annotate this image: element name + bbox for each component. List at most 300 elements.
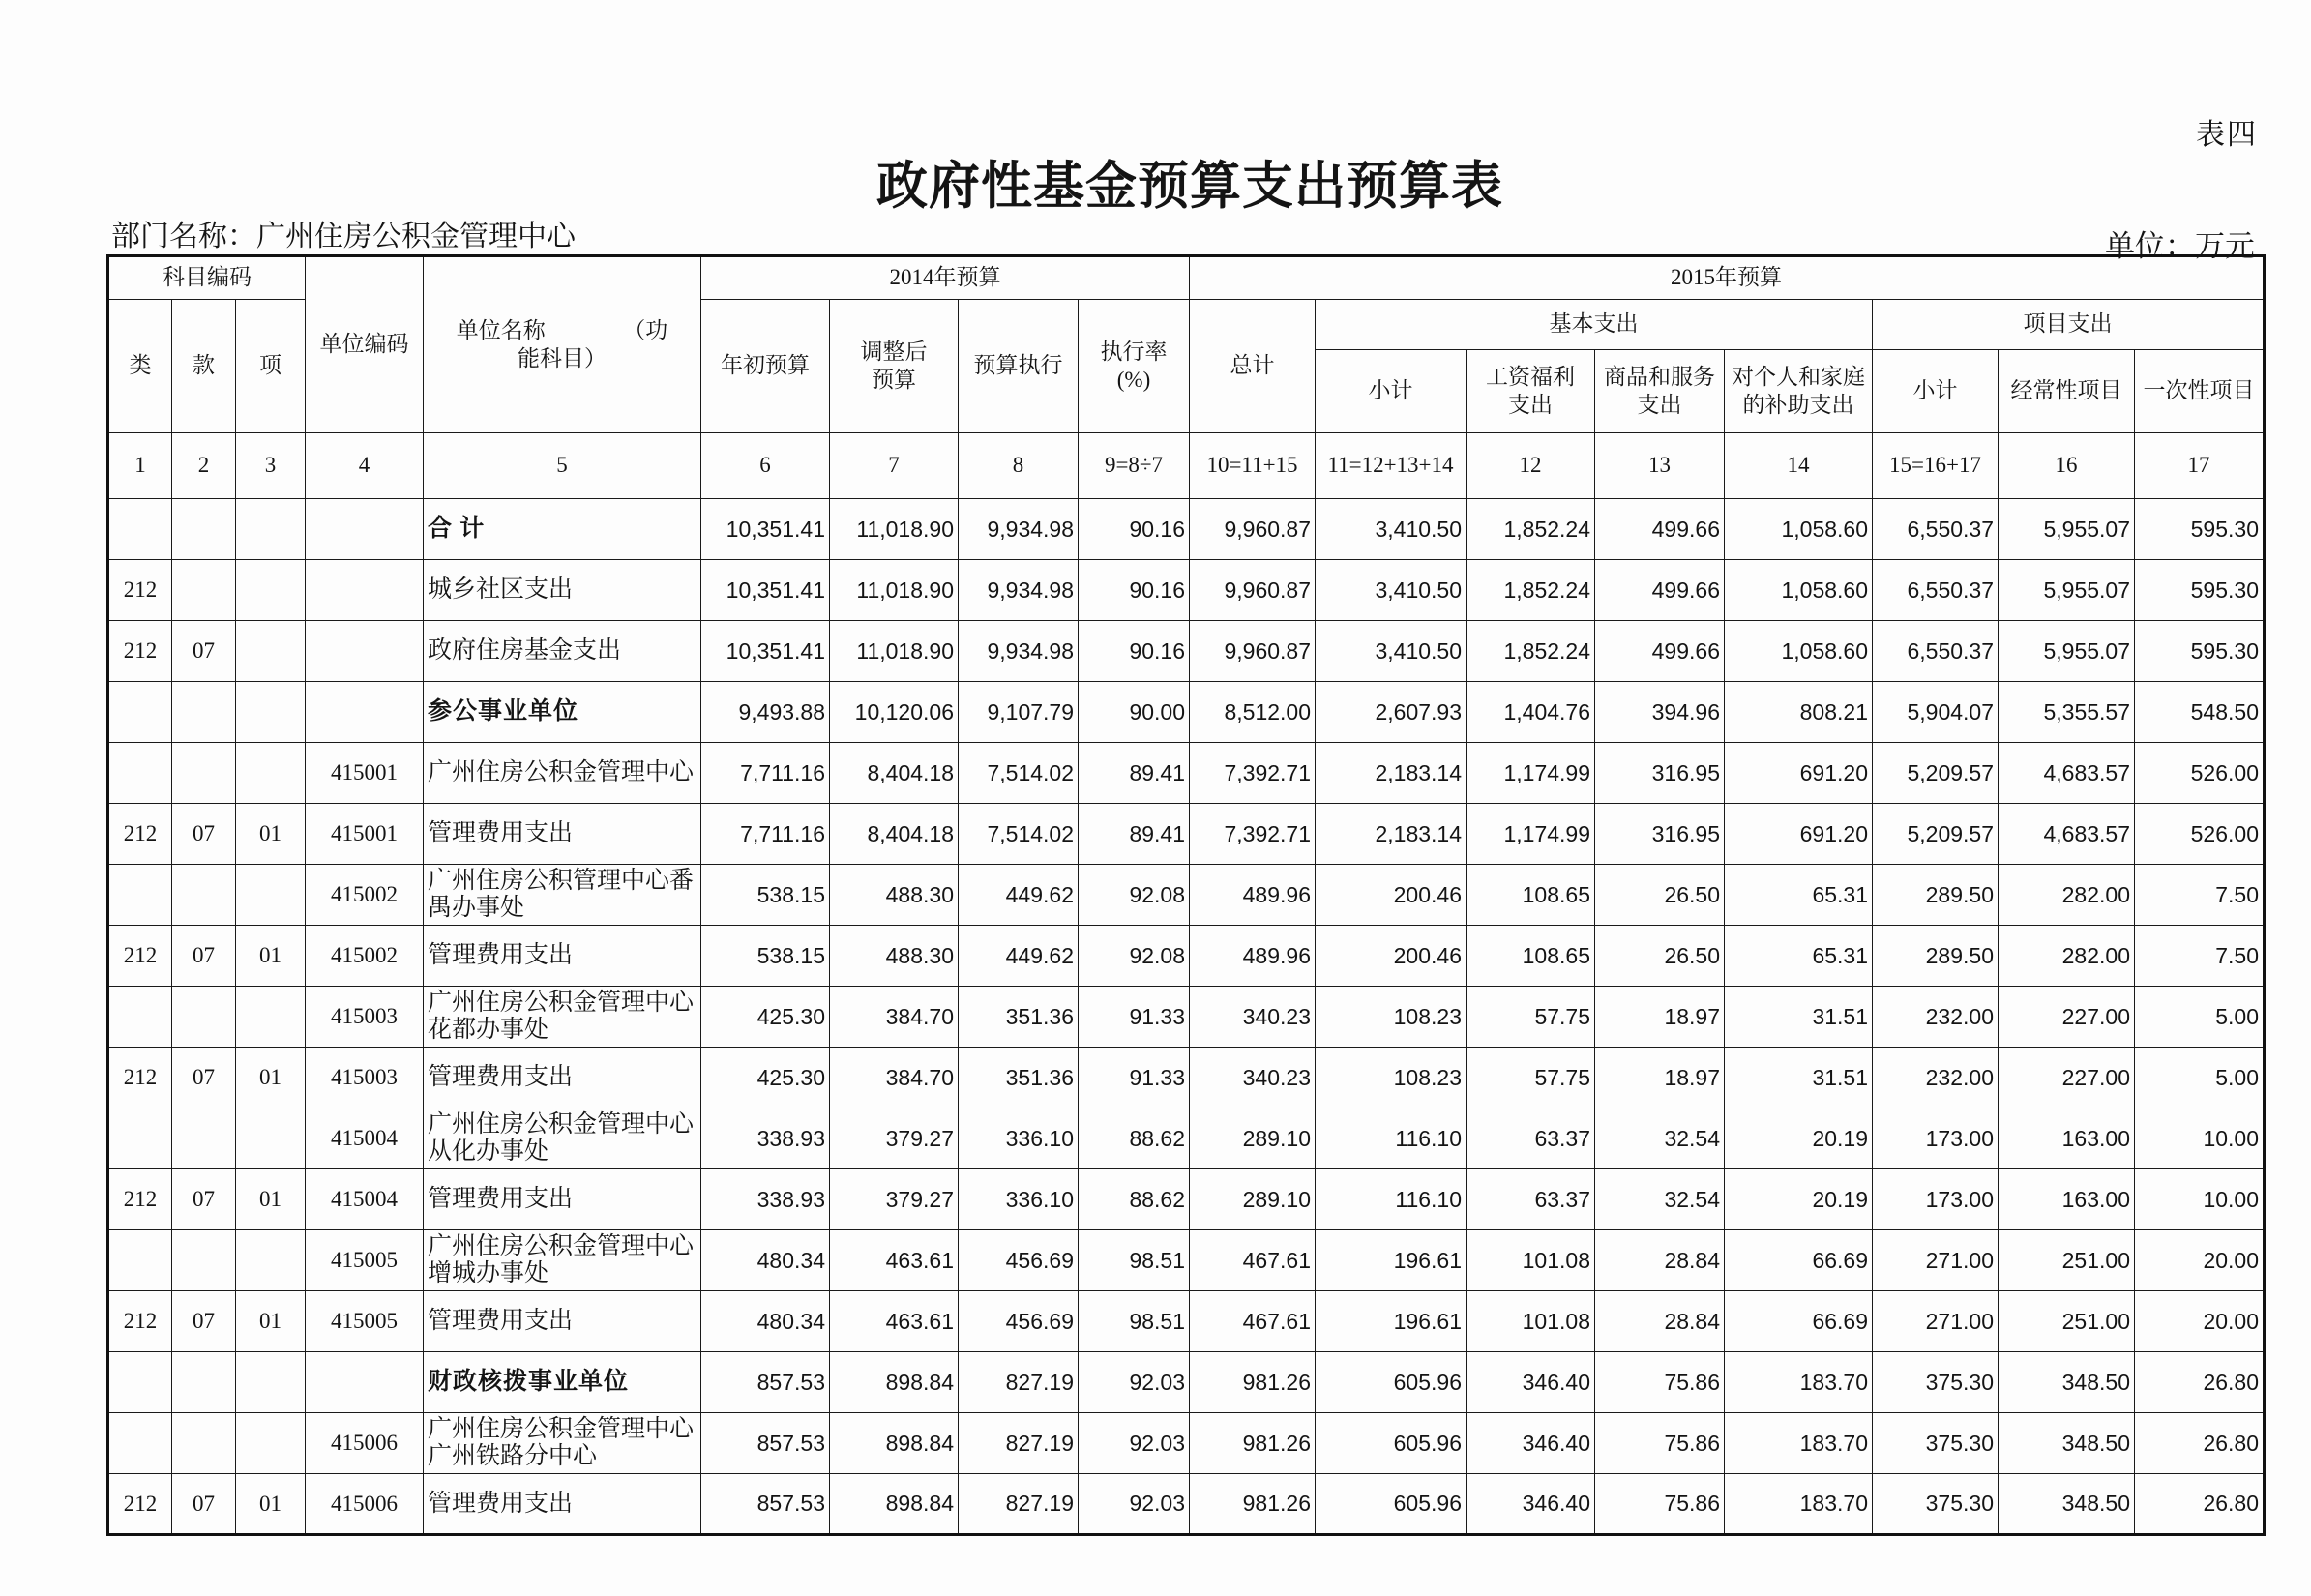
column-number-cell: 14	[1725, 433, 1873, 499]
project-subtotal-cell: 289.50	[1873, 926, 1999, 987]
executed-budget-cell: 9,934.98	[959, 560, 1079, 621]
project-subtotal-cell: 173.00	[1873, 1108, 1999, 1169]
project-subtotal-cell: 375.30	[1873, 1413, 1999, 1474]
goods-services-cell: 75.86	[1595, 1413, 1725, 1474]
subject-item-cell	[236, 1230, 306, 1291]
recurring-project-cell: 282.00	[1999, 926, 2135, 987]
subject-class-cell: 212	[108, 1474, 172, 1535]
adjusted-budget-cell: 463.61	[830, 1230, 959, 1291]
recurring-project-cell: 251.00	[1999, 1291, 2135, 1352]
subject-section-cell	[172, 865, 236, 926]
total-2015-cell: 489.96	[1190, 926, 1316, 987]
executed-budget-cell: 827.19	[959, 1413, 1079, 1474]
unit-name-cell: 广州住房公积金管理中心增城办事处	[424, 1230, 701, 1291]
onetime-project-cell: 26.80	[2135, 1474, 2265, 1535]
column-number-cell: 13	[1595, 433, 1725, 499]
unit-code-cell: 415005	[306, 1291, 424, 1352]
recurring-project-cell: 5,955.07	[1999, 499, 2135, 560]
project-subtotal-cell: 5,904.07	[1873, 682, 1999, 743]
initial-budget-cell: 480.34	[701, 1230, 830, 1291]
initial-budget-cell: 857.53	[701, 1474, 830, 1535]
goods-services-cell: 32.54	[1595, 1108, 1725, 1169]
recurring-project-cell: 227.00	[1999, 987, 2135, 1048]
adjusted-budget-cell: 463.61	[830, 1291, 959, 1352]
unit-name-cell: 合 计	[424, 499, 701, 560]
unit-name-cell: 广州住房公积金管理中心从化办事处	[424, 1108, 701, 1169]
initial-budget-cell: 338.93	[701, 1108, 830, 1169]
initial-budget-cell: 538.15	[701, 926, 830, 987]
unit-code-cell	[306, 621, 424, 682]
execution-rate-cell: 98.51	[1079, 1291, 1190, 1352]
table-row	[108, 1108, 2265, 1169]
onetime-project-cell: 548.50	[2135, 682, 2265, 743]
table-body	[108, 499, 2265, 1535]
adjusted-budget-cell: 384.70	[830, 1048, 959, 1108]
column-number-cell: 8	[959, 433, 1079, 499]
wages-welfare-cell: 346.40	[1467, 1352, 1595, 1413]
table-row	[108, 1169, 2265, 1230]
adjusted-budget-header: 调整后 预算	[830, 300, 959, 433]
total-2015-cell: 9,960.87	[1190, 499, 1316, 560]
column-number-cell: 1	[108, 433, 172, 499]
household-subsidy-cell: 691.20	[1725, 804, 1873, 865]
recurring-project-cell: 5,955.07	[1999, 560, 2135, 621]
total-2015-cell: 981.26	[1190, 1474, 1316, 1535]
executed-budget-cell: 351.36	[959, 1048, 1079, 1108]
basic-subtotal-cell: 108.23	[1316, 1048, 1467, 1108]
initial-budget-cell: 338.93	[701, 1169, 830, 1230]
column-number-cell: 16	[1999, 433, 2135, 499]
onetime-project-cell: 7.50	[2135, 926, 2265, 987]
adjusted-budget-cell: 11,018.90	[830, 560, 959, 621]
subject-class-cell	[108, 987, 172, 1048]
household-subsidy-cell: 20.19	[1725, 1108, 1873, 1169]
subject-class-cell	[108, 1108, 172, 1169]
table-row	[108, 560, 2265, 621]
basic-subtotal-cell: 200.46	[1316, 926, 1467, 987]
subject-class-cell	[108, 1352, 172, 1413]
adjusted-budget-cell: 488.30	[830, 926, 959, 987]
recurring-project-cell: 348.50	[1999, 1352, 2135, 1413]
unit-name-cell: 财政核拨事业单位	[424, 1352, 701, 1413]
unit-code-cell	[306, 499, 424, 560]
project-subtotal-cell: 375.30	[1873, 1474, 1999, 1535]
adjusted-budget-cell: 11,018.90	[830, 499, 959, 560]
subject-class-cell: 212	[108, 926, 172, 987]
execution-rate-cell: 98.51	[1079, 1230, 1190, 1291]
subject-item-cell	[236, 743, 306, 804]
project-subtotal-cell: 232.00	[1873, 987, 1999, 1048]
recurring-project-cell: 163.00	[1999, 1169, 2135, 1230]
project-subtotal-cell: 271.00	[1873, 1291, 1999, 1352]
page-title: 政府性基金预算支出预算表	[876, 159, 1503, 215]
subject-item-cell	[236, 682, 306, 743]
onetime-project-cell: 20.00	[2135, 1230, 2265, 1291]
executed-budget-cell: 9,107.79	[959, 682, 1079, 743]
basic-subtotal-cell: 605.96	[1316, 1474, 1467, 1535]
wages-welfare-cell: 108.65	[1467, 926, 1595, 987]
execution-rate-cell: 92.08	[1079, 926, 1190, 987]
unit-code-cell	[306, 560, 424, 621]
wages-welfare-cell: 57.75	[1467, 987, 1595, 1048]
subject-item-cell	[236, 621, 306, 682]
subject-section-cell	[172, 743, 236, 804]
column-number-cell: 7	[830, 433, 959, 499]
wages-welfare-cell: 1,174.99	[1467, 743, 1595, 804]
project-subtotal-cell: 375.30	[1873, 1352, 1999, 1413]
column-number-cell: 9=8÷7	[1079, 433, 1190, 499]
subject-section-cell	[172, 560, 236, 621]
project-subtotal-header: 小计	[1873, 350, 1999, 433]
subject-item-cell	[236, 987, 306, 1048]
recurring-project-cell: 348.50	[1999, 1474, 2135, 1535]
column-number-cell: 12	[1467, 433, 1595, 499]
wages-welfare-cell: 346.40	[1467, 1413, 1595, 1474]
currency-unit-label: 单位：万元	[2105, 229, 2255, 263]
recurring-project-cell: 348.50	[1999, 1413, 2135, 1474]
goods-services-cell: 316.95	[1595, 743, 1725, 804]
initial-budget-header: 年初预算	[701, 300, 830, 433]
total-2015-cell: 7,392.71	[1190, 743, 1316, 804]
subject-class-cell: 212	[108, 804, 172, 865]
recurring-project-cell: 5,955.07	[1999, 621, 2135, 682]
section-header: 款	[172, 300, 236, 433]
unit-code-cell: 415003	[306, 1048, 424, 1108]
basic-subtotal-cell: 116.10	[1316, 1169, 1467, 1230]
table-row	[108, 926, 2265, 987]
executed-budget-cell: 351.36	[959, 987, 1079, 1048]
department-name: 部门名称：广州住房公积金管理中心	[111, 221, 576, 252]
adjusted-budget-cell: 898.84	[830, 1474, 959, 1535]
wages-welfare-cell: 1,852.24	[1467, 560, 1595, 621]
subject-item-cell	[236, 1352, 306, 1413]
subject-class-cell: 212	[108, 1048, 172, 1108]
unit-code-cell: 415006	[306, 1474, 424, 1535]
total-2015-cell: 981.26	[1190, 1413, 1316, 1474]
execution-rate-cell: 92.03	[1079, 1474, 1190, 1535]
wages-welfare-cell: 101.08	[1467, 1291, 1595, 1352]
unit-code-cell: 415002	[306, 926, 424, 987]
initial-budget-cell: 538.15	[701, 865, 830, 926]
column-number-cell: 5	[424, 433, 701, 499]
unit-code-cell: 415005	[306, 1230, 424, 1291]
unit-name-cell: 管理费用支出	[424, 1474, 701, 1535]
basic-subtotal-cell: 196.61	[1316, 1291, 1467, 1352]
onetime-project-cell: 20.00	[2135, 1291, 2265, 1352]
execution-rate-cell: 91.33	[1079, 987, 1190, 1048]
adjusted-budget-cell: 379.27	[830, 1169, 959, 1230]
subject-item-cell: 01	[236, 804, 306, 865]
table-row	[108, 1291, 2265, 1352]
basic-subtotal-cell: 3,410.50	[1316, 499, 1467, 560]
household-subsidy-cell: 31.51	[1725, 1048, 1873, 1108]
recurring-project-cell: 5,355.57	[1999, 682, 2135, 743]
executed-budget-cell: 336.10	[959, 1169, 1079, 1230]
executed-budget-cell: 456.69	[959, 1291, 1079, 1352]
onetime-project-cell: 526.00	[2135, 804, 2265, 865]
budget-table	[106, 254, 2266, 1536]
executed-budget-cell: 7,514.02	[959, 743, 1079, 804]
basic-subtotal-cell: 2,607.93	[1316, 682, 1467, 743]
executed-budget-cell: 449.62	[959, 865, 1079, 926]
unit-name-cell: 广州住房公积金管理中心	[424, 743, 701, 804]
total-2015-cell: 7,392.71	[1190, 804, 1316, 865]
adjusted-budget-cell: 8,404.18	[830, 743, 959, 804]
basic-subtotal-cell: 605.96	[1316, 1413, 1467, 1474]
table-row	[108, 499, 2265, 560]
subject-section-cell: 07	[172, 1169, 236, 1230]
total-2015-cell: 467.61	[1190, 1291, 1316, 1352]
basic-subtotal-cell: 3,410.50	[1316, 621, 1467, 682]
recurring-project-header: 经常性项目	[1999, 350, 2135, 433]
wages-welfare-cell: 101.08	[1467, 1230, 1595, 1291]
goods-services-header: 商品和服务 支出	[1595, 350, 1725, 433]
execution-rate-cell: 90.16	[1079, 499, 1190, 560]
subject-class-cell	[108, 1230, 172, 1291]
wages-welfare-cell: 57.75	[1467, 1048, 1595, 1108]
goods-services-cell: 26.50	[1595, 865, 1725, 926]
onetime-project-cell: 595.30	[2135, 560, 2265, 621]
total-2015-cell: 340.23	[1190, 987, 1316, 1048]
unit-code-cell: 415003	[306, 987, 424, 1048]
subject-section-cell: 07	[172, 804, 236, 865]
subject-item-cell: 01	[236, 1291, 306, 1352]
household-subsidy-cell: 65.31	[1725, 926, 1873, 987]
goods-services-cell: 32.54	[1595, 1169, 1725, 1230]
unit-name-cell: 管理费用支出	[424, 804, 701, 865]
subject-item-cell	[236, 865, 306, 926]
household-subsidy-cell: 66.69	[1725, 1230, 1873, 1291]
subject-item-cell: 01	[236, 1474, 306, 1535]
adjusted-budget-cell: 898.84	[830, 1352, 959, 1413]
subject-section-cell	[172, 1352, 236, 1413]
basic-subtotal-cell: 605.96	[1316, 1352, 1467, 1413]
onetime-project-cell: 595.30	[2135, 499, 2265, 560]
table-row	[108, 1413, 2265, 1474]
household-subsidy-cell: 808.21	[1725, 682, 1873, 743]
executed-budget-header: 预算执行	[959, 300, 1079, 433]
subject-item-cell: 01	[236, 1048, 306, 1108]
project-subtotal-cell: 271.00	[1873, 1230, 1999, 1291]
execution-rate-cell: 90.00	[1079, 682, 1190, 743]
goods-services-cell: 499.66	[1595, 621, 1725, 682]
executed-budget-cell: 336.10	[959, 1108, 1079, 1169]
adjusted-budget-cell: 11,018.90	[830, 621, 959, 682]
recurring-project-cell: 4,683.57	[1999, 804, 2135, 865]
table-row	[108, 682, 2265, 743]
subject-class-cell	[108, 682, 172, 743]
unit-code-cell: 415004	[306, 1108, 424, 1169]
basic-subtotal-cell: 2,183.14	[1316, 804, 1467, 865]
adjusted-budget-cell: 898.84	[830, 1413, 959, 1474]
subject-section-cell	[172, 499, 236, 560]
household-subsidy-cell: 183.70	[1725, 1413, 1873, 1474]
wages-welfare-cell: 108.65	[1467, 865, 1595, 926]
basic-subtotal-cell: 200.46	[1316, 865, 1467, 926]
executed-budget-cell: 827.19	[959, 1352, 1079, 1413]
execution-rate-cell: 91.33	[1079, 1048, 1190, 1108]
total-2015-cell: 467.61	[1190, 1230, 1316, 1291]
onetime-project-cell: 5.00	[2135, 987, 2265, 1048]
execution-rate-cell: 90.16	[1079, 560, 1190, 621]
project-subtotal-cell: 5,209.57	[1873, 743, 1999, 804]
total-2015-cell: 489.96	[1190, 865, 1316, 926]
adjusted-budget-cell: 8,404.18	[830, 804, 959, 865]
subject-class-cell: 212	[108, 1169, 172, 1230]
goods-services-cell: 499.66	[1595, 560, 1725, 621]
table-row	[108, 1352, 2265, 1413]
initial-budget-cell: 857.53	[701, 1413, 830, 1474]
executed-budget-cell: 9,934.98	[959, 621, 1079, 682]
adjusted-budget-cell: 384.70	[830, 987, 959, 1048]
project-subtotal-cell: 6,550.37	[1873, 621, 1999, 682]
recurring-project-cell: 227.00	[1999, 1048, 2135, 1108]
subject-item-cell: 01	[236, 1169, 306, 1230]
recurring-project-cell: 282.00	[1999, 865, 2135, 926]
basic-subtotal-header: 小计	[1316, 350, 1467, 433]
household-subsidy-cell: 183.70	[1725, 1474, 1873, 1535]
budget-2014-header: 2014年预算	[701, 256, 1190, 300]
table-row	[108, 743, 2265, 804]
subject-item-cell	[236, 1413, 306, 1474]
unit-name-cell: 城乡社区支出	[424, 560, 701, 621]
project-subtotal-cell: 6,550.37	[1873, 560, 1999, 621]
recurring-project-cell: 4,683.57	[1999, 743, 2135, 804]
column-number-cell: 15=16+17	[1873, 433, 1999, 499]
onetime-project-cell: 10.00	[2135, 1108, 2265, 1169]
column-number-cell: 11=12+13+14	[1316, 433, 1467, 499]
executed-budget-cell: 449.62	[959, 926, 1079, 987]
onetime-project-cell: 526.00	[2135, 743, 2265, 804]
table-row	[108, 621, 2265, 682]
table-row	[108, 804, 2265, 865]
execution-rate-cell: 88.62	[1079, 1169, 1190, 1230]
table-row	[108, 987, 2265, 1048]
execution-rate-cell: 89.41	[1079, 804, 1190, 865]
subject-section-cell	[172, 1413, 236, 1474]
household-subsidy-cell: 691.20	[1725, 743, 1873, 804]
total-2015-cell: 289.10	[1190, 1169, 1316, 1230]
executed-budget-cell: 7,514.02	[959, 804, 1079, 865]
subject-section-cell: 07	[172, 926, 236, 987]
execution-rate-cell: 90.16	[1079, 621, 1190, 682]
household-subsidy-cell: 1,058.60	[1725, 621, 1873, 682]
wages-welfare-cell: 63.37	[1467, 1169, 1595, 1230]
adjusted-budget-cell: 488.30	[830, 865, 959, 926]
executed-budget-cell: 9,934.98	[959, 499, 1079, 560]
goods-services-cell: 18.97	[1595, 1048, 1725, 1108]
household-subsidy-cell: 20.19	[1725, 1169, 1873, 1230]
household-subsidy-cell: 183.70	[1725, 1352, 1873, 1413]
total-2015-cell: 9,960.87	[1190, 621, 1316, 682]
total-2015-cell: 9,960.87	[1190, 560, 1316, 621]
initial-budget-cell: 7,711.16	[701, 743, 830, 804]
unit-code-cell: 415001	[306, 804, 424, 865]
subject-class-cell	[108, 1413, 172, 1474]
onetime-project-cell: 7.50	[2135, 865, 2265, 926]
unit-code-cell	[306, 682, 424, 743]
subject-section-cell	[172, 682, 236, 743]
executed-budget-cell: 827.19	[959, 1474, 1079, 1535]
subject-class-cell	[108, 499, 172, 560]
unit-code-cell: 415004	[306, 1169, 424, 1230]
project-expenditure-header: 项目支出	[1873, 300, 2265, 350]
table-row	[108, 865, 2265, 926]
column-number-cell: 3	[236, 433, 306, 499]
goods-services-cell: 28.84	[1595, 1230, 1725, 1291]
total-2015-cell: 981.26	[1190, 1352, 1316, 1413]
subject-item-cell: 01	[236, 926, 306, 987]
table-row	[108, 1048, 2265, 1108]
subject-section-cell	[172, 1230, 236, 1291]
unit-name-header: 单位名称 （功 能科目）	[424, 256, 701, 433]
table-header	[108, 256, 2265, 499]
onetime-project-cell: 10.00	[2135, 1169, 2265, 1230]
subject-class-cell	[108, 743, 172, 804]
project-subtotal-cell: 173.00	[1873, 1169, 1999, 1230]
initial-budget-cell: 857.53	[701, 1352, 830, 1413]
subject-class-cell: 212	[108, 621, 172, 682]
unit-code-header: 单位编码	[306, 256, 424, 433]
basic-subtotal-cell: 2,183.14	[1316, 743, 1467, 804]
total-2015-header: 总计	[1190, 300, 1316, 433]
recurring-project-cell: 251.00	[1999, 1230, 2135, 1291]
column-number-cell: 4	[306, 433, 424, 499]
basic-subtotal-cell: 196.61	[1316, 1230, 1467, 1291]
goods-services-cell: 316.95	[1595, 804, 1725, 865]
onetime-project-cell: 26.80	[2135, 1352, 2265, 1413]
budget-2015-header: 2015年预算	[1190, 256, 2265, 300]
wages-welfare-cell: 346.40	[1467, 1474, 1595, 1535]
table-number-label: 表四	[2196, 119, 2258, 151]
subject-class-cell: 212	[108, 560, 172, 621]
table-row	[108, 1474, 2265, 1535]
initial-budget-cell: 10,351.41	[701, 499, 830, 560]
wages-welfare-header: 工资福利 支出	[1467, 350, 1595, 433]
subject-section-cell: 07	[172, 621, 236, 682]
unit-name-cell: 广州住房公积管理中心番禺办事处	[424, 865, 701, 926]
goods-services-cell: 18.97	[1595, 987, 1725, 1048]
household-subsidy-cell: 31.51	[1725, 987, 1873, 1048]
basic-subtotal-cell: 3,410.50	[1316, 560, 1467, 621]
project-subtotal-cell: 289.50	[1873, 865, 1999, 926]
subject-section-cell: 07	[172, 1291, 236, 1352]
subject-section-cell	[172, 1108, 236, 1169]
column-number-row	[108, 433, 2265, 499]
onetime-project-cell: 5.00	[2135, 1048, 2265, 1108]
initial-budget-cell: 425.30	[701, 987, 830, 1048]
adjusted-budget-cell: 10,120.06	[830, 682, 959, 743]
goods-services-cell: 28.84	[1595, 1291, 1725, 1352]
execution-rate-cell: 89.41	[1079, 743, 1190, 804]
initial-budget-cell: 9,493.88	[701, 682, 830, 743]
unit-code-cell: 415006	[306, 1413, 424, 1474]
total-2015-cell: 289.10	[1190, 1108, 1316, 1169]
onetime-project-cell: 595.30	[2135, 621, 2265, 682]
household-subsidy-cell: 66.69	[1725, 1291, 1873, 1352]
unit-name-cell: 参公事业单位	[424, 682, 701, 743]
unit-name-cell: 政府住房基金支出	[424, 621, 701, 682]
unit-name-cell: 广州住房公积金管理中心广州铁路分中心	[424, 1413, 701, 1474]
unit-name-cell: 广州住房公积金管理中心花都办事处	[424, 987, 701, 1048]
subject-class-cell	[108, 865, 172, 926]
subject-section-cell	[172, 987, 236, 1048]
executed-budget-cell: 456.69	[959, 1230, 1079, 1291]
initial-budget-cell: 10,351.41	[701, 621, 830, 682]
goods-services-cell: 26.50	[1595, 926, 1725, 987]
project-subtotal-cell: 6,550.37	[1873, 499, 1999, 560]
total-2015-cell: 8,512.00	[1190, 682, 1316, 743]
